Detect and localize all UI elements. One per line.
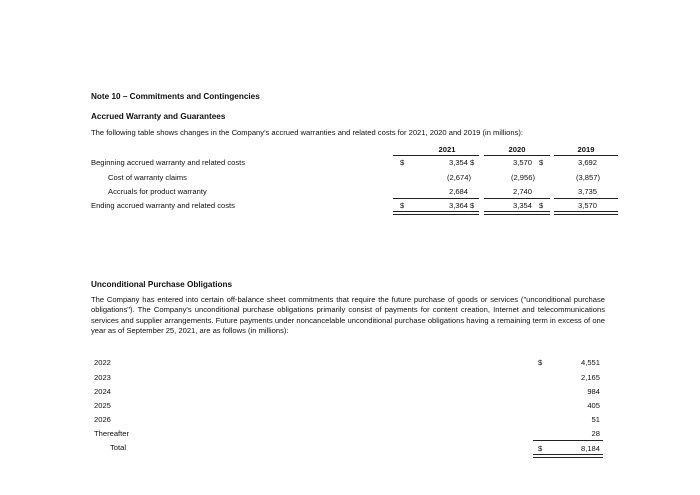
row-label-ending: Ending accrued warranty and related costs bbox=[91, 201, 235, 210]
purchase-row-label: 2024 bbox=[94, 387, 111, 396]
cell-beginning-2019: 3,692 bbox=[577, 158, 597, 167]
total-double-rule bbox=[533, 454, 603, 458]
total-double-rule bbox=[393, 211, 479, 215]
year-header-2021: 2021 bbox=[438, 145, 456, 154]
currency-symbol: $ bbox=[538, 358, 543, 367]
purchase-row-value: 405 bbox=[587, 401, 600, 410]
currency-symbol: $ bbox=[539, 158, 544, 167]
year-underline-2021 bbox=[393, 155, 479, 156]
subtotal-rule bbox=[533, 440, 603, 441]
row-label-accruals: Accruals for product warranty bbox=[108, 187, 207, 196]
purchase-row-label: 2022 bbox=[94, 358, 111, 367]
currency-symbol: $ bbox=[538, 444, 543, 453]
purchase-row-label: 2026 bbox=[94, 415, 111, 424]
year-underline-2019 bbox=[554, 155, 618, 156]
cell-claims-2021: (2,674) bbox=[446, 173, 471, 182]
purchase-row-value: 984 bbox=[587, 387, 600, 396]
cell-claims-2020: (2,956) bbox=[510, 173, 535, 182]
cell-ending-2020: 3,354 bbox=[512, 201, 532, 210]
purchase-paragraph: The Company has entered into certain off-balance sheet commitments that require the future purchase of goods or services ("unconditional purchase obligations"). The Company's unconditional purchase obligations primarily consist of payments for content creation, Internet and telecommunications services and supplier arrangements. Future payments under noncancelable unconditional purchase obligations having a remaining term in excess of one year as of September 25, 2021, are as follows (in millions): bbox=[91, 295, 605, 336]
purchase-heading: Unconditional Purchase Obligations bbox=[91, 280, 233, 289]
cell-accruals-2019: 3,735 bbox=[577, 187, 597, 196]
cell-ending-2021: 3,364 bbox=[448, 201, 468, 210]
subtotal-rule bbox=[554, 198, 618, 199]
warranty-intro: The following table shows changes in the Company's accrued warranties and related costs for 2021, 2020 and 2019 (in millions): bbox=[91, 128, 524, 137]
cell-accruals-2020: 2,740 bbox=[512, 187, 532, 196]
row-label-beginning: Beginning accrued warranty and related costs bbox=[91, 158, 246, 167]
currency-symbol: $ bbox=[400, 201, 405, 210]
cell-claims-2019: (3,857) bbox=[575, 173, 600, 182]
cell-accruals-2021: 2,684 bbox=[448, 187, 468, 196]
total-double-rule bbox=[554, 211, 618, 215]
purchase-row-value: 2,165 bbox=[580, 373, 600, 382]
purchase-row-label: 2025 bbox=[94, 401, 111, 410]
warranty-heading: Accrued Warranty and Guarantees bbox=[91, 112, 226, 121]
purchase-row-value: 51 bbox=[591, 415, 600, 424]
purchase-row-label: Thereafter bbox=[94, 429, 130, 438]
year-header-2020: 2020 bbox=[508, 145, 526, 154]
cell-beginning-2020: 3,570 bbox=[512, 158, 532, 167]
purchase-row-value: 28 bbox=[591, 429, 600, 438]
currency-symbol: $ bbox=[539, 201, 544, 210]
purchase-row-value: 4,551 bbox=[580, 358, 600, 367]
currency-symbol: $ bbox=[470, 201, 475, 210]
subtotal-rule bbox=[484, 198, 550, 199]
currency-symbol: $ bbox=[400, 158, 405, 167]
year-underline-2020 bbox=[484, 155, 550, 156]
cell-ending-2019: 3,570 bbox=[577, 201, 597, 210]
year-header-2019: 2019 bbox=[577, 145, 595, 154]
cell-beginning-2021: 3,354 bbox=[448, 158, 468, 167]
total-double-rule bbox=[484, 211, 550, 215]
currency-symbol: $ bbox=[470, 158, 475, 167]
row-label-claims: Cost of warranty claims bbox=[108, 173, 187, 182]
subtotal-rule bbox=[393, 198, 479, 199]
purchase-row-label: 2023 bbox=[94, 373, 111, 382]
purchase-total-value: 8,184 bbox=[580, 444, 600, 453]
purchase-total-label: Total bbox=[110, 443, 127, 452]
note-title: Note 10 – Commitments and Contingencies bbox=[91, 92, 260, 101]
